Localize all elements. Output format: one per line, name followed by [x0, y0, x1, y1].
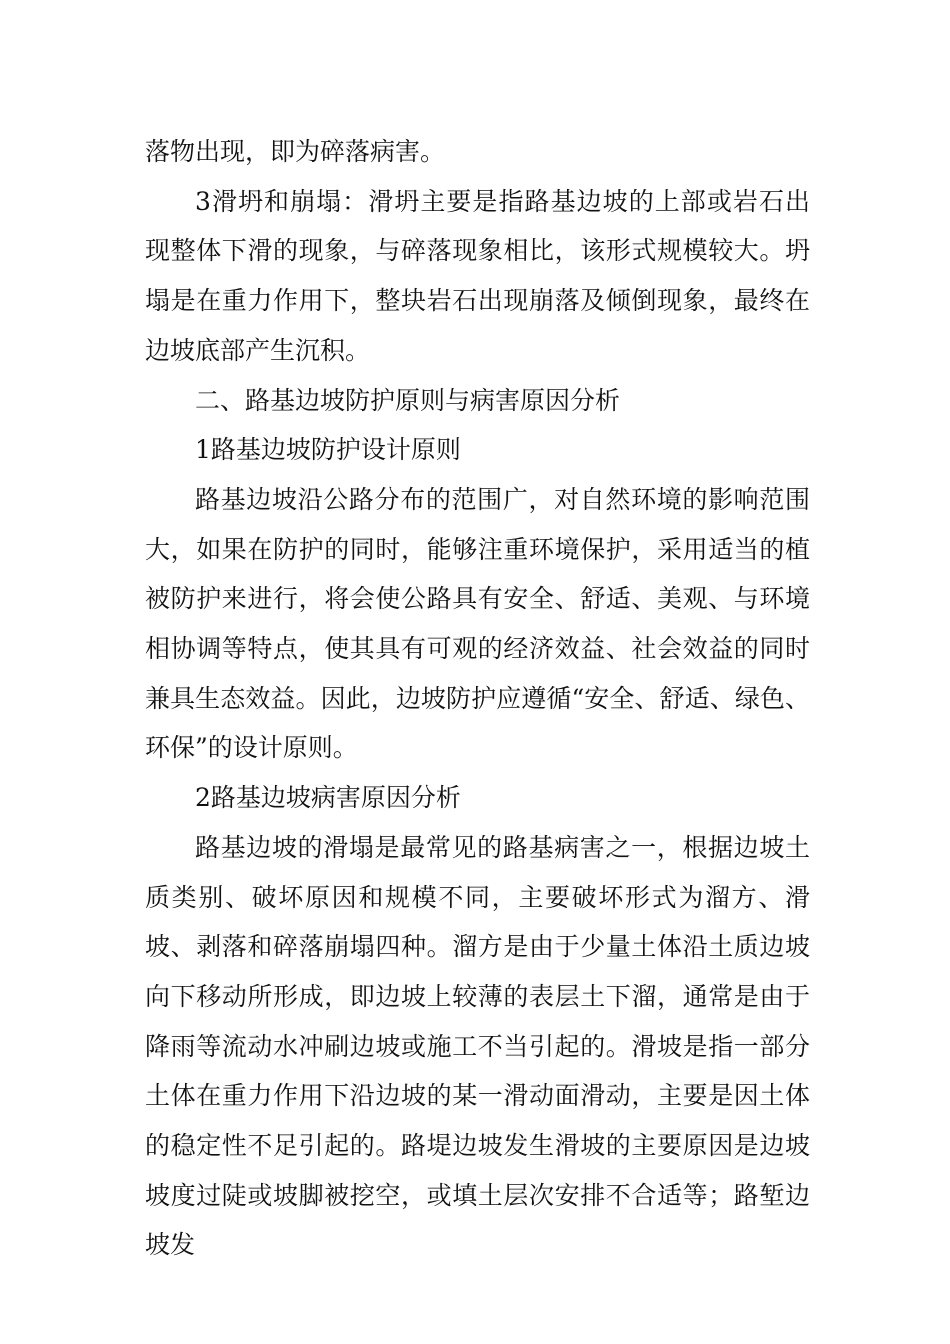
- subheading-cause-analysis: 2路基边坡病害原因分析: [195, 783, 461, 813]
- section-heading-principles: 二、路基边坡防护原则与病害原因分析: [195, 385, 621, 415]
- paragraph-cause-analysis: 路基边坡的滑塌是最常见的路基病害之一，根据边坡土质类别、破坏原因和规模不同，主要破坏形式为溜方、滑坡、剥落和碎落崩塌四种。溜方是由于少量土体沿土质边坡向下移动所形成，即边坡上较薄的表层土下溜，通常是由于降雨等流动水冲刷边坡或施工不当引起的。滑坡是指一部分土体在重力作用下沿边坡的某一滑动面滑动，主要是因土体的稳定性不足引起的。路堤边坡发生滑坡的主要原因是边坡坡度过陡或坡脚被挖空，或填土层次安排不合适等；路堑边坡发: [145, 832, 810, 1260]
- paragraph-continuation: 落物出现，即为碎落病害。: [145, 137, 446, 166]
- document-body: [145, 127, 810, 1270]
- subheading-design-principles: 1路基边坡防护设计原则: [195, 435, 461, 465]
- paragraph-collapse-types: 3滑坍和崩塌：滑坍主要是指路基边坡的上部或岩石出现整体下滑的现象，与碎落现象相比，该形式规模较大。坍塌是在重力作用下，整块岩石出现崩落及倾倒现象，最终在边坡底部产生沉积。: [145, 186, 810, 365]
- paragraph-design-principles: 路基边坡沿公路分布的范围广，对自然环境的影响范围大，如果在防护的同时，能够注重环境保护，采用适当的植被防护来进行，将会使公路具有安全、舒适、美观、与环境相协调等特点，使其具有可观的经济效益、社会效益的同时兼具生态效益。因此，边坡防护应遵循“安全、舒适、绿色、环保”的设计原则。: [145, 484, 810, 763]
